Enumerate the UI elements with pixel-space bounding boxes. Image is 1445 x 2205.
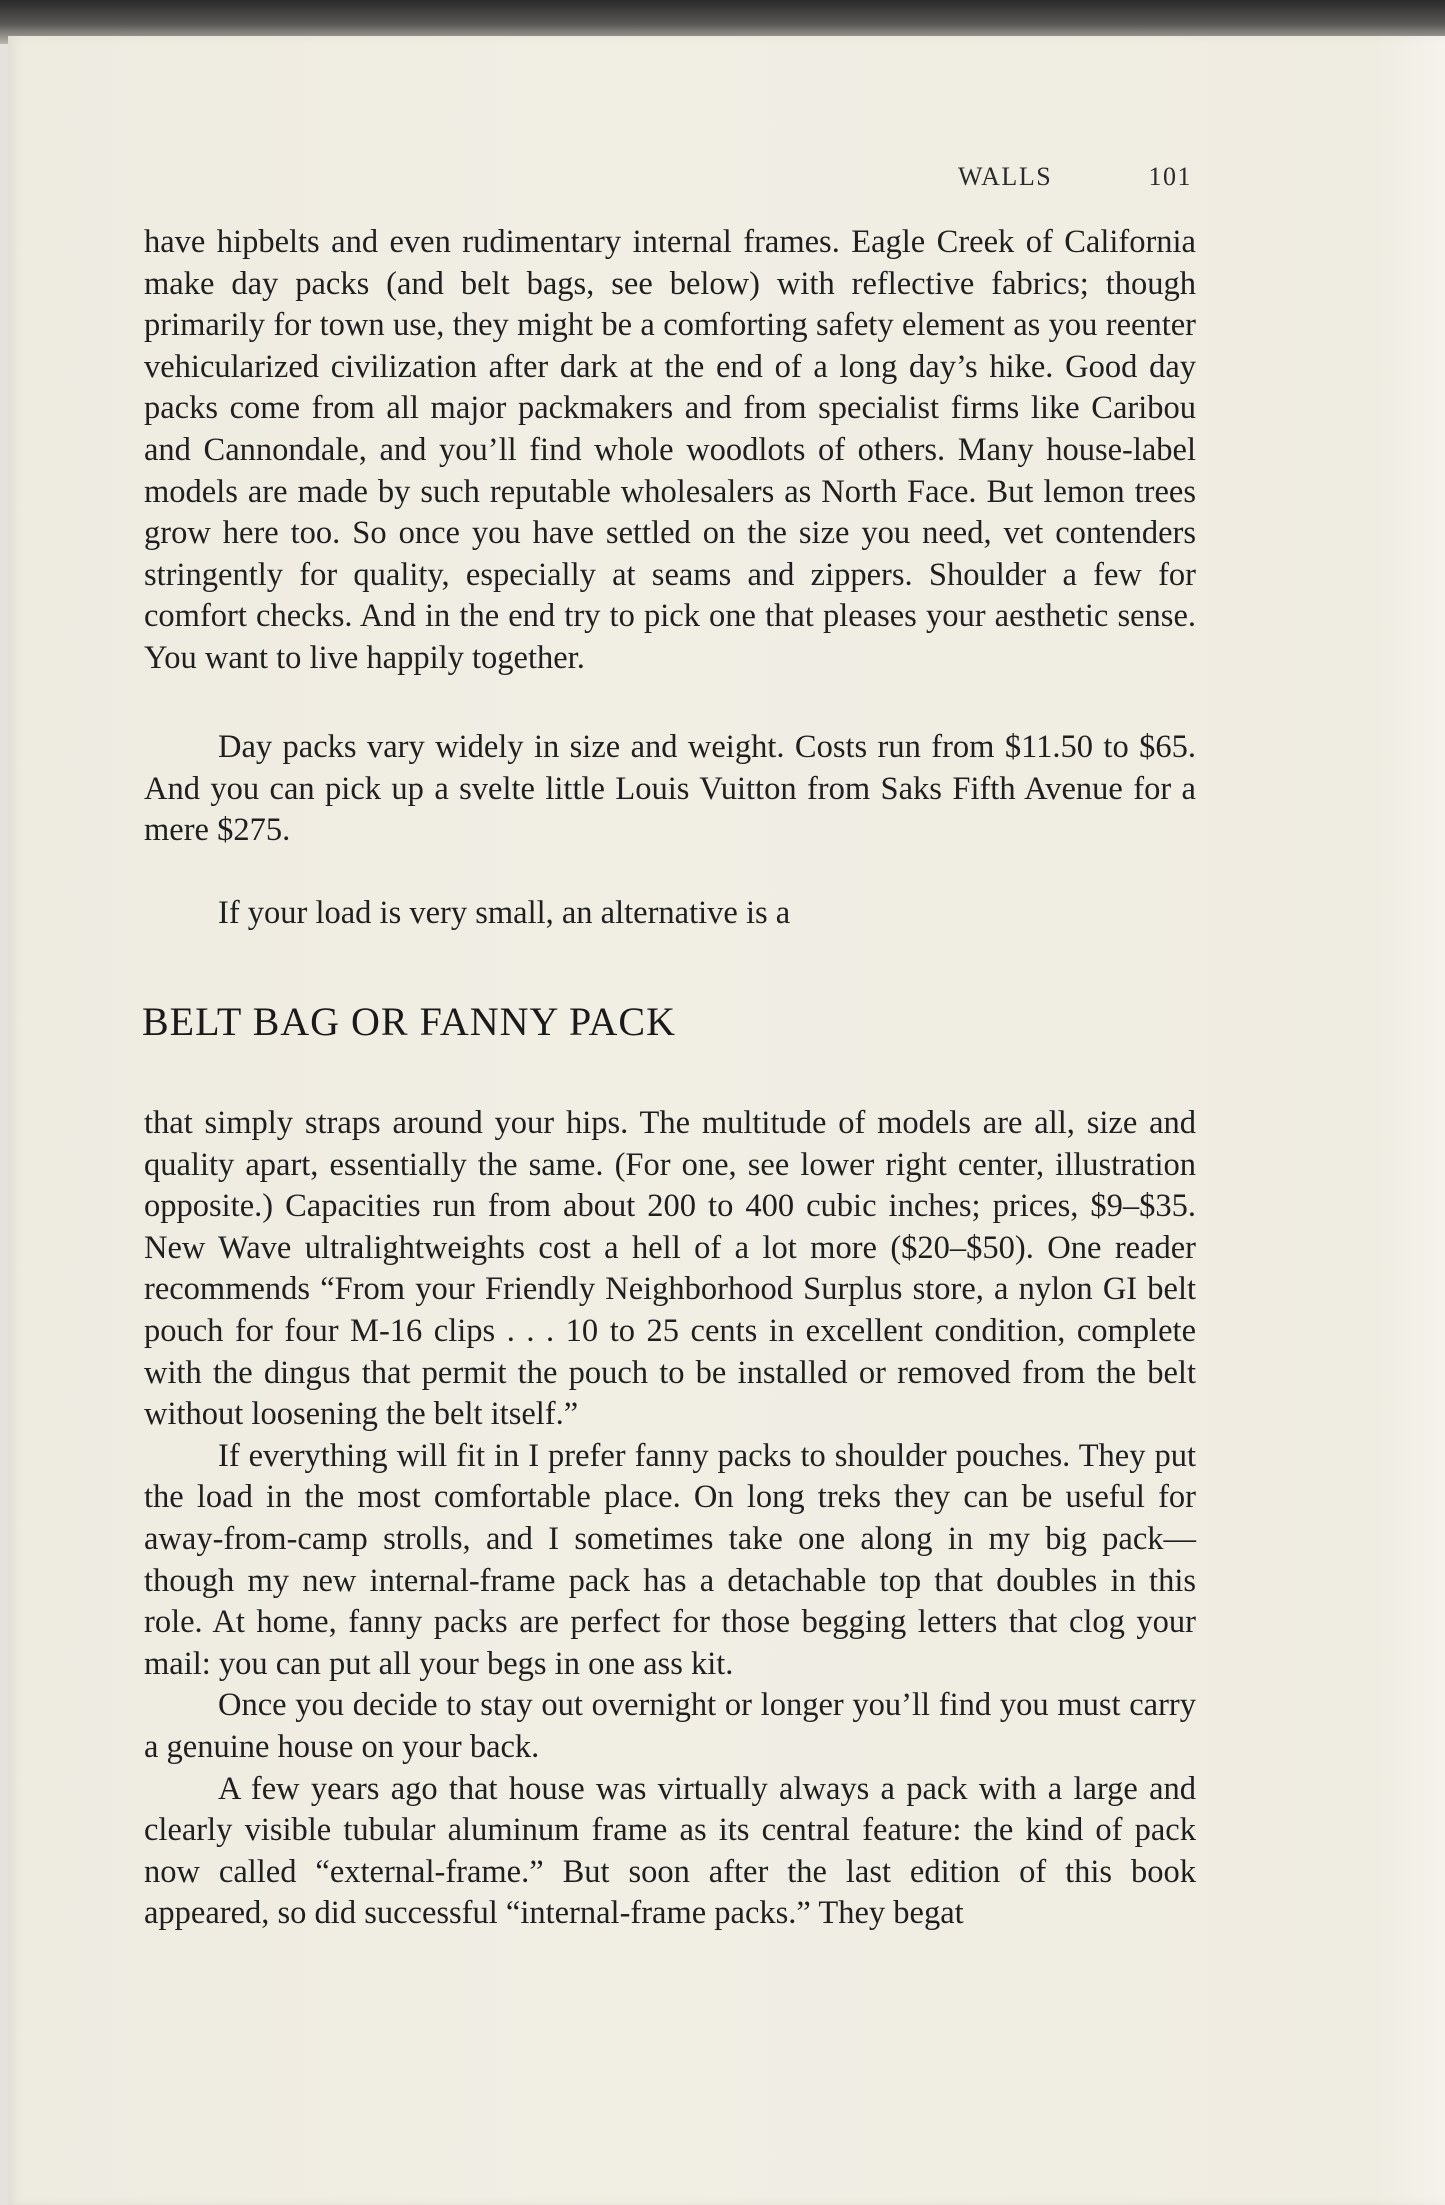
text-block-top <box>144 222 1196 680</box>
paragraph-day-pack-costs: Day packs vary widely in size and weight. Costs run from $11.50 to $65. And you can pick up a svelte little Louis Vuitton from Saks Fifth Avenue for a mere $275. <box>144 729 1196 849</box>
section-heading: BELT BAG OR FANNY PACK <box>142 999 676 1044</box>
chapter-title: WALLS <box>958 162 1053 191</box>
paragraph-overnight: Once you decide to stay out overnight or longer you’ll find you must carry a genuine house on your back. <box>144 1687 1196 1765</box>
page-edge-highlight <box>1375 36 1445 2205</box>
running-head <box>958 162 1192 192</box>
paragraph-day-packs-continued: have hipbelts and even rudimentary internal frames. Eagle Creek of California make day packs (and belt bags, see below) with reflective fabrics; though primarily for town use, they might be a comforting safety element as you reenter vehicularized civilization after dark at the end of a long day’s hike. Good day packs come from all major packmakers and from specialist firms like Caribou and Cannondale, and you’ll find whole woodlots of others. Many house-label models are made by such reputable wholesalers as North Face. But lemon trees grow here too. So once you have settled on the size you need, vet contenders stringently for quality, especially at seams and zippers. Shoulder a few for comfort checks. And in the end try to pick one that pleases your aesthetic sense. You want to live happily together. <box>144 224 1196 676</box>
text-block-belt-bag <box>144 1103 1196 1935</box>
paragraph-belt-bag-description: that simply straps around your hips. The multitude of models are all, size and quality apart, essentially the same. (For one, see lower right center, illustration opposite.) Capacities run from about 200 to 400 cubic inches; prices, $9–$35. New Wave ultralightweights cost a hell of a lot more ($20–$50). One reader recommends “From your Friendly Neighborhood Surplus store, a nylon GI belt pouch for four M-16 clips . . . 10 to 25 cents in excellent condition, complete with the dingus that permit the pouch to be installed or removed from the belt without loosening the belt itself.” <box>144 1105 1196 1433</box>
page-number: 101 <box>1148 162 1192 191</box>
paragraph-alternative-lead-in: If your load is very small, an alternative is a <box>218 895 791 931</box>
text-block-lead-in <box>144 893 1196 935</box>
text-block-costs <box>144 727 1196 852</box>
paragraph-fanny-pack-preference: If everything will fit in I prefer fanny packs to shoulder pouches. They put the load in the most comfortable place. On long treks they can be useful for away-from-camp strolls, and I sometimes take one along in my big pack—though my new internal-frame pack has a detachable top that doubles in this role. At home, fanny packs are perfect for those begging letters that clog your mail: you can put all your begs in one ass kit. <box>144 1437 1196 1682</box>
paragraph-external-frame: A few years ago that house was virtually always a pack with a large and clearly visible tubular aluminum frame as its central feature: the kind of pack now called “external-frame.” But soon after the last edition of this book appeared, so did successful “internal-frame packs.” They begat <box>144 1770 1196 1932</box>
